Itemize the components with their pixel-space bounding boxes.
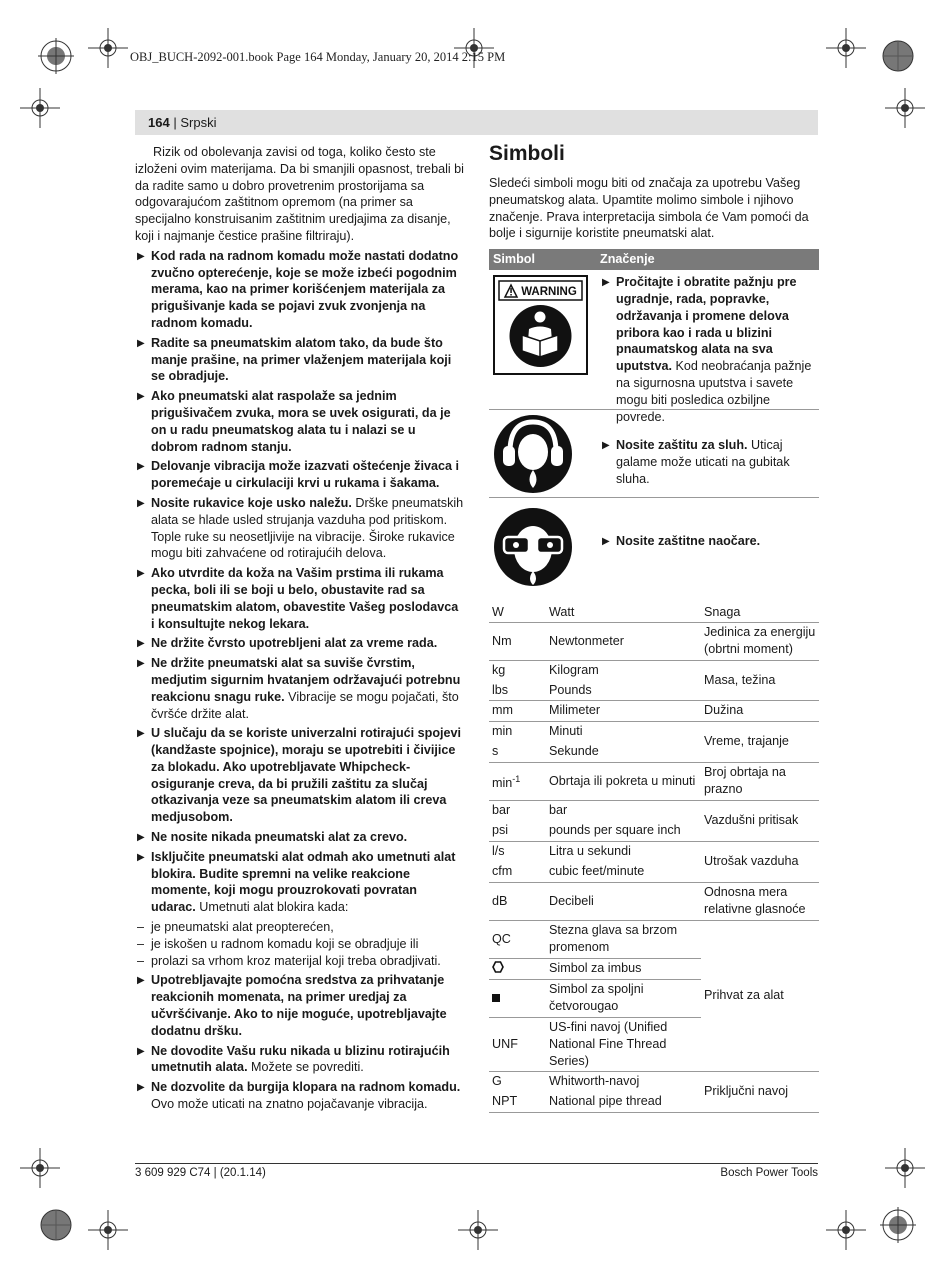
bullet-text: Umetnuti alat blokira kada: <box>195 900 349 915</box>
unit-symbol: Nm <box>489 622 546 660</box>
arrow-icon: ▶ <box>137 658 145 670</box>
bullet-text: Ovo može uticati na znatno pojačavanje vibracija. <box>151 1097 428 1112</box>
bullet-list <box>135 972 465 1112</box>
arrow-icon: ▶ <box>137 975 145 987</box>
unit-name: Whitworth-navoj <box>549 1074 640 1089</box>
bullet-bold: Ne držite pneumatski alat sa suviše čvrstim, medjutim sigurnim hvatanjem održavajući potrebnu reakcionu snagu ruke. <box>151 656 461 704</box>
bullet-item <box>135 972 465 1039</box>
intro-paragraph: Rizik od obolevanja zavisi od toga, koliko često ste izloženi ovim materijama. Da bi smanjili opasnost, trebali bi da radite samo u dobro provetrenim prostorijama sa odgovarajućom zaštitnom opremom (na primer sa specijalno konstruisanim zaštitnim uredjajima za disanje, koji i najmanje čestice prašine filtriraju). <box>135 145 464 243</box>
bullet-bold: Kod rada na radnom komadu može nastati dodatno zvučno opterećenje, koje se može izbeći pogodnim merama, kao na primer korišćenjem materijala za prigušivanje kada se pojavi zvuk zvonjenja na radnom komadu. <box>151 248 459 330</box>
bullet-bold: Ne držite čvrsto upotrebljeni alat za vreme rada. <box>151 636 438 651</box>
eye-protection-icon <box>493 507 573 587</box>
dash-list <box>135 919 465 969</box>
bullet-text: Drške pneumatskih alata se hlade usled strujanja vazduha pod pritiskom. Tople ruke su neosetljivije na vibracije. Široke rukavice mogu biti zahvaćene od rotirajućih delova. <box>151 495 464 561</box>
unit-symbol: NPT <box>489 1091 546 1112</box>
bullet-item <box>135 565 465 632</box>
header-language: Srpski <box>180 115 217 130</box>
bullet-item <box>135 655 465 722</box>
table-row <box>489 721 819 741</box>
arrow-icon: ▶ <box>137 250 145 262</box>
unit-name: Sekunde <box>546 741 701 762</box>
unit-symbol: QC <box>489 920 546 958</box>
icon-cell <box>489 270 600 409</box>
dash-icon: – <box>137 936 145 951</box>
arrow-icon: ▶ <box>137 851 145 863</box>
meaning-bold: Nosite zaštitne naočare. <box>616 534 761 549</box>
arrow-icon: ▶ <box>602 277 610 289</box>
arrow-icon: ▶ <box>137 638 145 650</box>
table-row <box>489 1071 819 1091</box>
footer-doc-number: 3 609 929 C74 | (20.1.14) <box>135 1167 266 1179</box>
bullet-text: Možete se povrediti. <box>247 1060 364 1075</box>
registration-mark-icon <box>36 36 76 76</box>
arrow-icon: ▶ <box>137 568 145 580</box>
ear-protection-icon <box>493 414 573 494</box>
bullet-item <box>135 1043 465 1077</box>
symbol-row <box>489 270 819 424</box>
bullet-bold: Ne dovodite Vašu ruku nikada u blizinu rotirajućih umetnutih alata. <box>151 1043 450 1075</box>
unit-name: Milimeter <box>546 700 701 721</box>
bullet-item <box>135 725 465 826</box>
unit-meaning: Priključni navoj <box>701 1071 819 1112</box>
registration-mark-icon <box>20 88 60 128</box>
bullet-bold: Ne dozvolite da burgija klopara na radnom komadu. <box>151 1080 461 1095</box>
symbol-row <box>489 410 819 498</box>
arrow-icon: ▶ <box>137 391 145 403</box>
unit-symbol: min <box>492 724 513 739</box>
unit-name: Decibeli <box>546 882 701 920</box>
footer-brand: Bosch Power Tools <box>720 1167 818 1179</box>
unit-symbol: l/s <box>492 844 505 859</box>
symbols-table-header <box>489 249 819 270</box>
bullet-bold: Ako pneumatski alat raspolaže sa jednim prigušivačem zvuka, mora se uvek osigurati, da je on u radu pneumatskog alata tu i nalazi se u dobrom radnom stanju. <box>151 389 451 454</box>
bullet-item <box>135 1079 465 1113</box>
unit-symbol: W <box>489 602 546 622</box>
bullet-bold: Radite sa pneumatskim alatom tako, da bude što manje prašine, na primer vlaženjem materijala koji se obradjuje. <box>151 335 452 384</box>
icon-cell <box>489 498 600 590</box>
unit-exponent: -1 <box>512 773 521 784</box>
symbols-table <box>489 249 819 590</box>
registration-mark-icon <box>88 1210 128 1250</box>
unit-name: US-fini navoj (Unified National Fine Thread Series) <box>546 1017 701 1071</box>
table-row <box>489 602 819 622</box>
unit-name: Stezna glava sa brzom promenom <box>546 920 701 958</box>
symbol-meaning <box>600 498 819 590</box>
dash-icon: – <box>137 920 145 935</box>
arrow-icon: ▶ <box>137 1082 145 1094</box>
bullet-text: Vibracije se mogu pojačati, što čvršće držite alat. <box>151 689 459 721</box>
unit-meaning: Masa, težina <box>701 660 819 700</box>
unit-symbol: UNF <box>489 1017 546 1071</box>
unit-symbol: bar <box>492 803 511 818</box>
unit-name: pounds per square inch <box>546 820 701 841</box>
symbols-intro: Sledeći simboli mogu biti od značaja za upotrebu Vašeg pneumatskog alata. Upamtite molimo simbole i njihovo značenje. Prava interpretacija simbola će Vam pomoći da bolje i sigurnije koristite pneumatski alat. <box>489 176 809 241</box>
page-header <box>135 110 818 135</box>
registration-mark-icon <box>885 1148 925 1188</box>
bullet-item <box>135 335 465 385</box>
unit-name: National pipe thread <box>546 1091 701 1112</box>
bullet-bold: Ako utvrdite da koža na Vašim prstima ili rukama pecka, boli ili se boji u belo, obustavite rad sa pneumatskim alatom, obavestite Vašeg poslodavca i konsultujte nekog lekara. <box>151 566 459 631</box>
dash-item <box>135 919 465 936</box>
unit-symbol: G <box>492 1074 502 1089</box>
bullet-bold: Nosite rukavice koje usko naležu. <box>151 495 352 510</box>
unit-name: cubic feet/minute <box>546 861 701 882</box>
unit-name: Pounds <box>546 680 701 700</box>
meaning-bold: Pročitajte i obratite pažnju pre ugradnje, rada, popravke, održavanja i promene delova pribora kao i rada u blizini pnaumatskog alata na sva uputstva. <box>616 275 797 374</box>
symbol-meaning <box>600 410 819 497</box>
dash-text: je pneumatski alat preopterećen, <box>151 920 334 935</box>
registration-mark-icon <box>36 1205 76 1245</box>
table-row <box>489 622 819 660</box>
bullet-item <box>135 635 465 652</box>
arrow-icon: ▶ <box>137 337 145 349</box>
dash-icon: – <box>137 953 145 968</box>
unit-name: bar <box>549 803 568 818</box>
unit-meaning: Prihvat za alat <box>701 920 819 1071</box>
unit-symbol: psi <box>489 820 546 841</box>
unit-meaning: Vazdušni pritisak <box>701 800 819 841</box>
arrow-icon: ▶ <box>137 832 145 844</box>
read-manual-warning-icon <box>493 275 588 375</box>
print-header: OBJ_BUCH-2092-001.book Page 164 Monday, January 20, 2014 2:15 PM <box>130 50 506 64</box>
hex-socket-icon <box>492 961 504 973</box>
col-meaning: Značenje <box>600 252 655 267</box>
unit-symbol <box>489 958 546 979</box>
dash-item <box>135 953 465 970</box>
footer-divider <box>135 1163 818 1164</box>
arrow-icon: ▶ <box>137 461 145 473</box>
section-title: Simboli <box>489 142 565 165</box>
table-row <box>489 660 819 680</box>
symbol-row <box>489 498 819 590</box>
unit-name: Newtonmeter <box>546 622 701 660</box>
arrow-icon: ▶ <box>602 440 610 452</box>
table-row <box>489 920 819 958</box>
unit-name: Obrtaja ili pokreta u minuti <box>546 762 701 800</box>
bullet-bold: Delovanje vibracija može izazvati oštećenje živaca i poremećaje u cirkulaciji krvi u rukama i šakama. <box>151 459 459 491</box>
registration-mark-icon <box>458 1210 498 1250</box>
bullet-item <box>135 495 465 562</box>
unit-symbol: lbs <box>489 680 546 700</box>
bullet-bold: Ne nosite nikada pneumatski alat za crevo. <box>151 830 408 845</box>
header-separator: | <box>173 115 177 130</box>
unit-symbol: kg <box>492 663 506 678</box>
page-number: 164 <box>148 115 170 130</box>
units-table <box>489 602 819 1113</box>
registration-mark-icon <box>20 1148 60 1188</box>
unit-name: Simbol za spoljni četvorougao <box>546 979 701 1017</box>
registration-mark-icon <box>878 36 918 76</box>
square-drive-icon <box>492 994 500 1002</box>
unit-meaning: Jedinica za energiju (obrtni moment) <box>701 622 819 660</box>
unit-symbol: cfm <box>489 861 546 882</box>
bullet-item <box>135 388 465 455</box>
unit-name: Kilogram <box>549 663 599 678</box>
registration-mark-icon <box>88 28 128 68</box>
unit-symbol <box>489 762 546 800</box>
table-row <box>489 841 819 861</box>
arrow-icon: ▶ <box>137 1045 145 1057</box>
meaning-text: Kod neobraćanja pažnje na sigurnosna uputstva i savete mogu biti posledica ozbiljne povrede. <box>616 359 812 424</box>
unit-meaning: Dužina <box>701 700 819 721</box>
meaning-text: Uticaj galame može uticati na gubitak sluha. <box>616 438 790 486</box>
arrow-icon: ▶ <box>137 497 145 509</box>
registration-mark-icon <box>826 1210 866 1250</box>
unit-meaning: Odnosna mera relativne glasnoće <box>701 882 819 920</box>
table-row <box>489 700 819 721</box>
right-column <box>489 140 819 1113</box>
unit-name: Simbol za imbus <box>546 958 701 979</box>
unit-name: Watt <box>546 602 701 622</box>
unit-meaning: Vreme, trajanje <box>701 721 819 762</box>
unit-meaning: Broj obrtaja na prazno <box>701 762 819 800</box>
unit-symbol: s <box>489 741 546 762</box>
unit-symbol <box>489 979 546 1017</box>
registration-mark-icon <box>878 1205 918 1245</box>
arrow-icon: ▶ <box>137 728 145 740</box>
unit-symbol: dB <box>489 882 546 920</box>
left-column <box>135 144 465 1116</box>
meaning-bold: Nosite zaštitu za sluh. <box>616 438 748 453</box>
unit-meaning: Utrošak vazduha <box>701 841 819 882</box>
dash-text: prolazi sa vrhom kroz materijal koji treba obradjivati. <box>151 953 441 968</box>
bullet-bold: U slučaju da se koriste univerzalni rotirajući spojevi (kandžaste spojnice), moraju se upotrebiti i čivijice za blokadu. Ako upotrebljavate Whipcheck- osiguranje creva, da bi pružili zaštitu za slučaj otkazivanja veze sa pneumatskim alatom ili creva medjusobom. <box>151 726 462 825</box>
unit-meaning: Snaga <box>701 602 819 622</box>
table-row <box>489 882 819 920</box>
dash-text: je iskošen u radnom komadu koji se obradjuje ili <box>151 936 419 951</box>
icon-cell <box>489 410 600 497</box>
registration-mark-icon <box>826 28 866 68</box>
symbol-meaning <box>600 270 819 424</box>
unit-name: Litra u sekundi <box>549 844 631 859</box>
dash-item <box>135 936 465 953</box>
bullet-bold: Isključite pneumatski alat odmah ako umetnuti alat blokira. Budite spremni na velike reakcione momente, koji mogu prouzrokovati povratan udarac. <box>151 849 456 915</box>
table-row <box>489 762 819 800</box>
warning-label: WARNING <box>521 286 577 299</box>
table-row <box>489 800 819 820</box>
arrow-icon: ▶ <box>602 536 610 548</box>
unit-name: Minuti <box>549 724 583 739</box>
bullet-item <box>135 829 465 846</box>
bullet-item <box>135 458 465 492</box>
bullet-item <box>135 849 465 916</box>
unit-symbol: mm <box>489 700 546 721</box>
bullet-list <box>135 248 465 916</box>
col-symbol: Simbol <box>493 252 535 267</box>
bullet-bold: Upotrebljavajte pomoćna sredstva za prihvatanje reakcionih momenata, na primer uredjaj za učvršćivanje. Ako to nije moguće, upotrebljavajte dodatnu dršku. <box>151 973 447 1038</box>
unit-base: min <box>492 775 513 790</box>
bullet-item <box>135 248 465 332</box>
registration-mark-icon <box>885 88 925 128</box>
